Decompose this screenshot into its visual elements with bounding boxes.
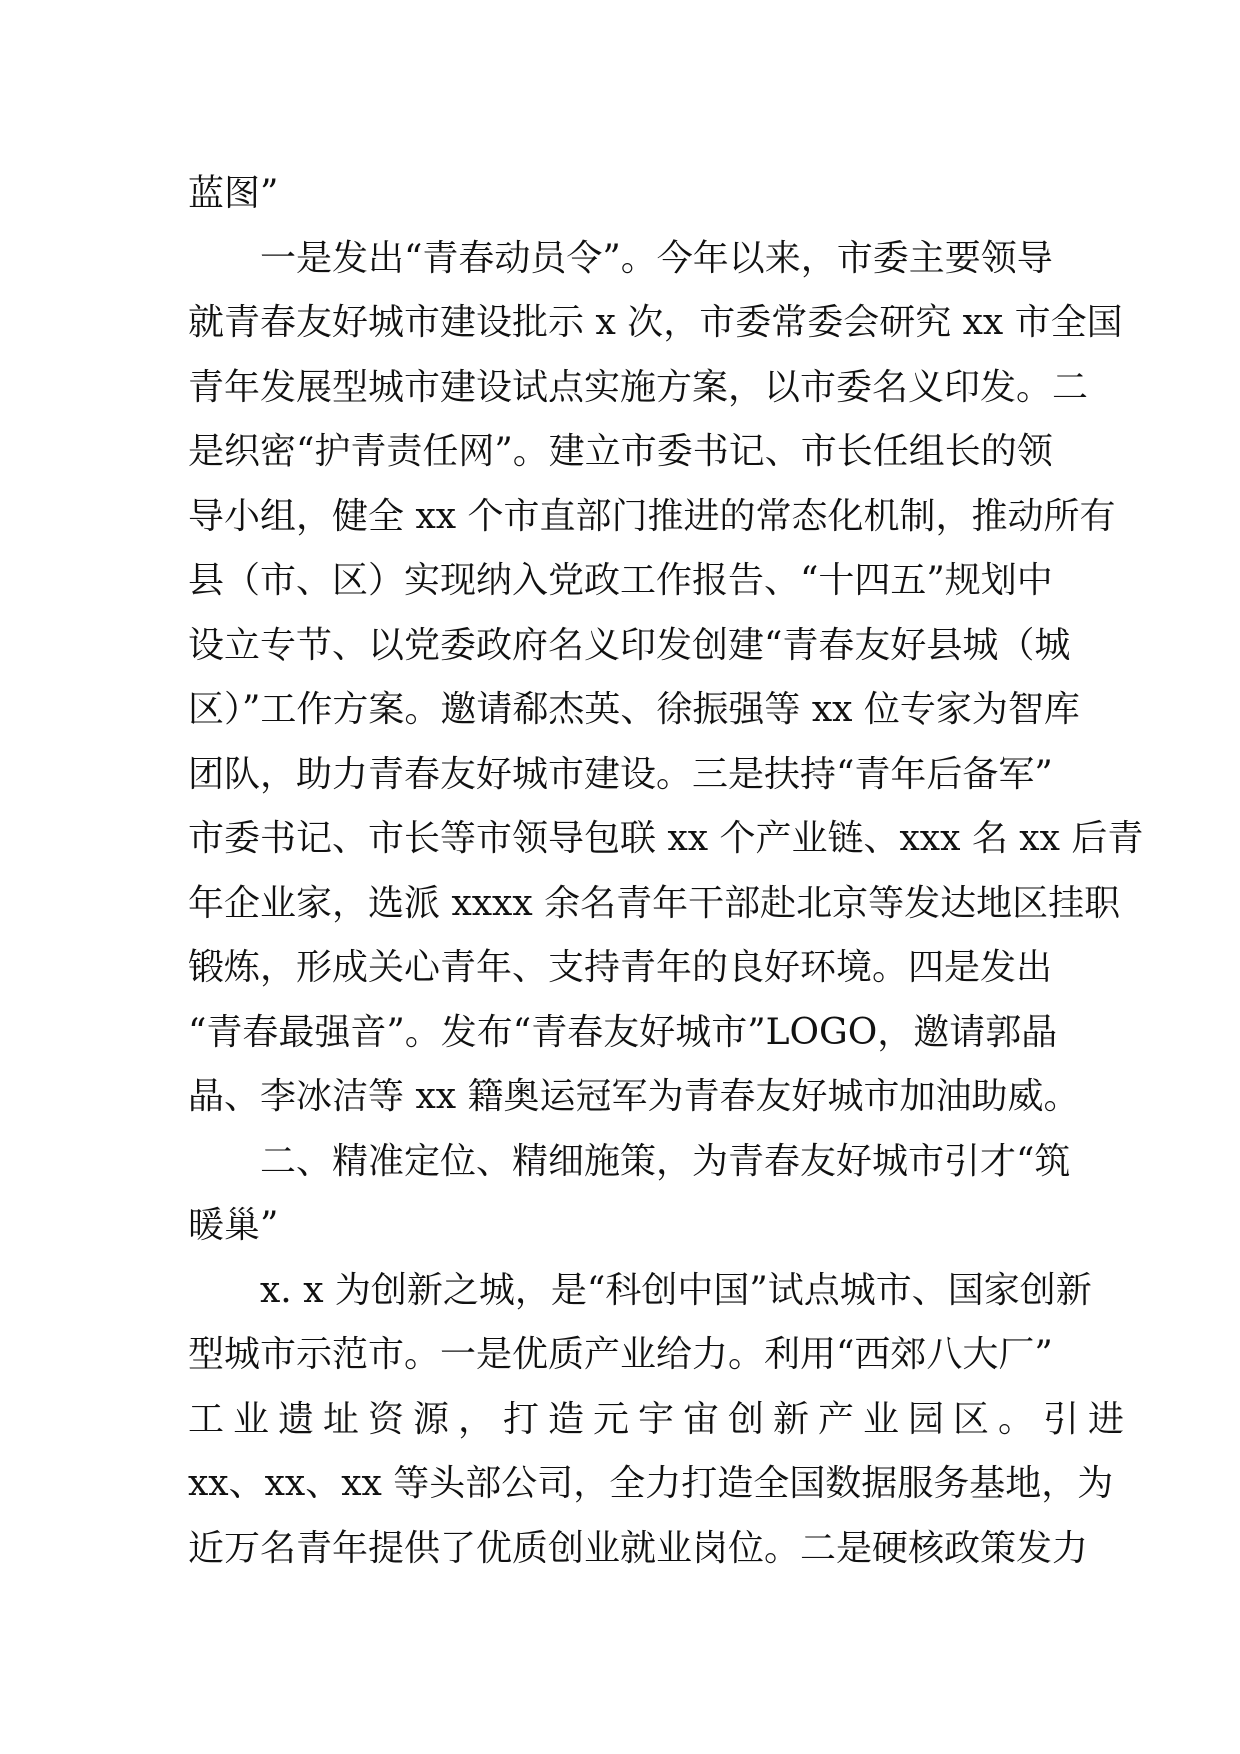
section-heading-line: 二、精准定位、精细施策，为青春友好城市引才“筑 [260, 1140, 1071, 1182]
text-line: 晶、李冰洁等 xx 籍奥运冠军为青春友好城市加油助威。 [188, 1076, 1080, 1117]
text-line: 一是发出“青春动员令”。今年以来，市委主要领导 [260, 237, 1053, 279]
text-line: 年企业家，选派 xxxx 余名青年干部赴北京等发达地区挂职 [188, 882, 1121, 924]
body-text [188, 162, 1144, 1581]
text-line: 蓝图” [188, 173, 279, 214]
text-line: 是织密“护青责任网”。建立市委书记、市长任组长的领 [188, 431, 1053, 472]
text-line: 青年发展型城市建设试点实施方案，以市委名义印发。二 [188, 366, 1089, 408]
text-line: 区）”工作方案。邀请郗杰英、徐振强等 xx 位专家为智库 [188, 689, 1080, 730]
text-line: 设立专节、以党委政府名义印发创建“青春友好县城（城 [188, 624, 1071, 666]
text-line: 锻炼，形成关心青年、支持青年的良好环境。四是发出 [188, 947, 1053, 988]
text-line: “青春最强音”。发布“青春友好城市”LOGO，邀请郭晶 [188, 1011, 1058, 1053]
text-line: 型城市示范市。一是优质产业给力。利用“西郊八大厂” [188, 1334, 1053, 1375]
text-line: 近万名青年提供了优质创业就业岗位。二是硬核政策发力 [188, 1527, 1089, 1569]
text-line: 就青春友好城市建设批示 x 次，市委常委会研究 xx 市全国 [188, 302, 1123, 343]
section-heading-line: 暖巢” [188, 1205, 279, 1246]
text-line: 团队，助力青春友好城市建设。三是扶持“青年后备军” [188, 753, 1053, 795]
text-line: xx、xx、xx 等头部公司，全力打造全国数据服务基地，为 [188, 1463, 1114, 1504]
text-line: 导小组，健全 xx 个市直部门推进的常态化机制，推动所有 [188, 495, 1116, 537]
text-line: 工业遗址资源，打造元宇宙创新产业园区。引进 [188, 1398, 1134, 1440]
text-line: 县（市、区）实现纳入党政工作报告、“十四五”规划中 [188, 560, 1053, 601]
text-line: 市委书记、市长等市领导包联 xx 个产业链、xxx 名 xx 后青 [188, 818, 1144, 859]
text-line: x. x 为创新之城，是“科创中国”试点城市、国家创新 [260, 1269, 1092, 1311]
